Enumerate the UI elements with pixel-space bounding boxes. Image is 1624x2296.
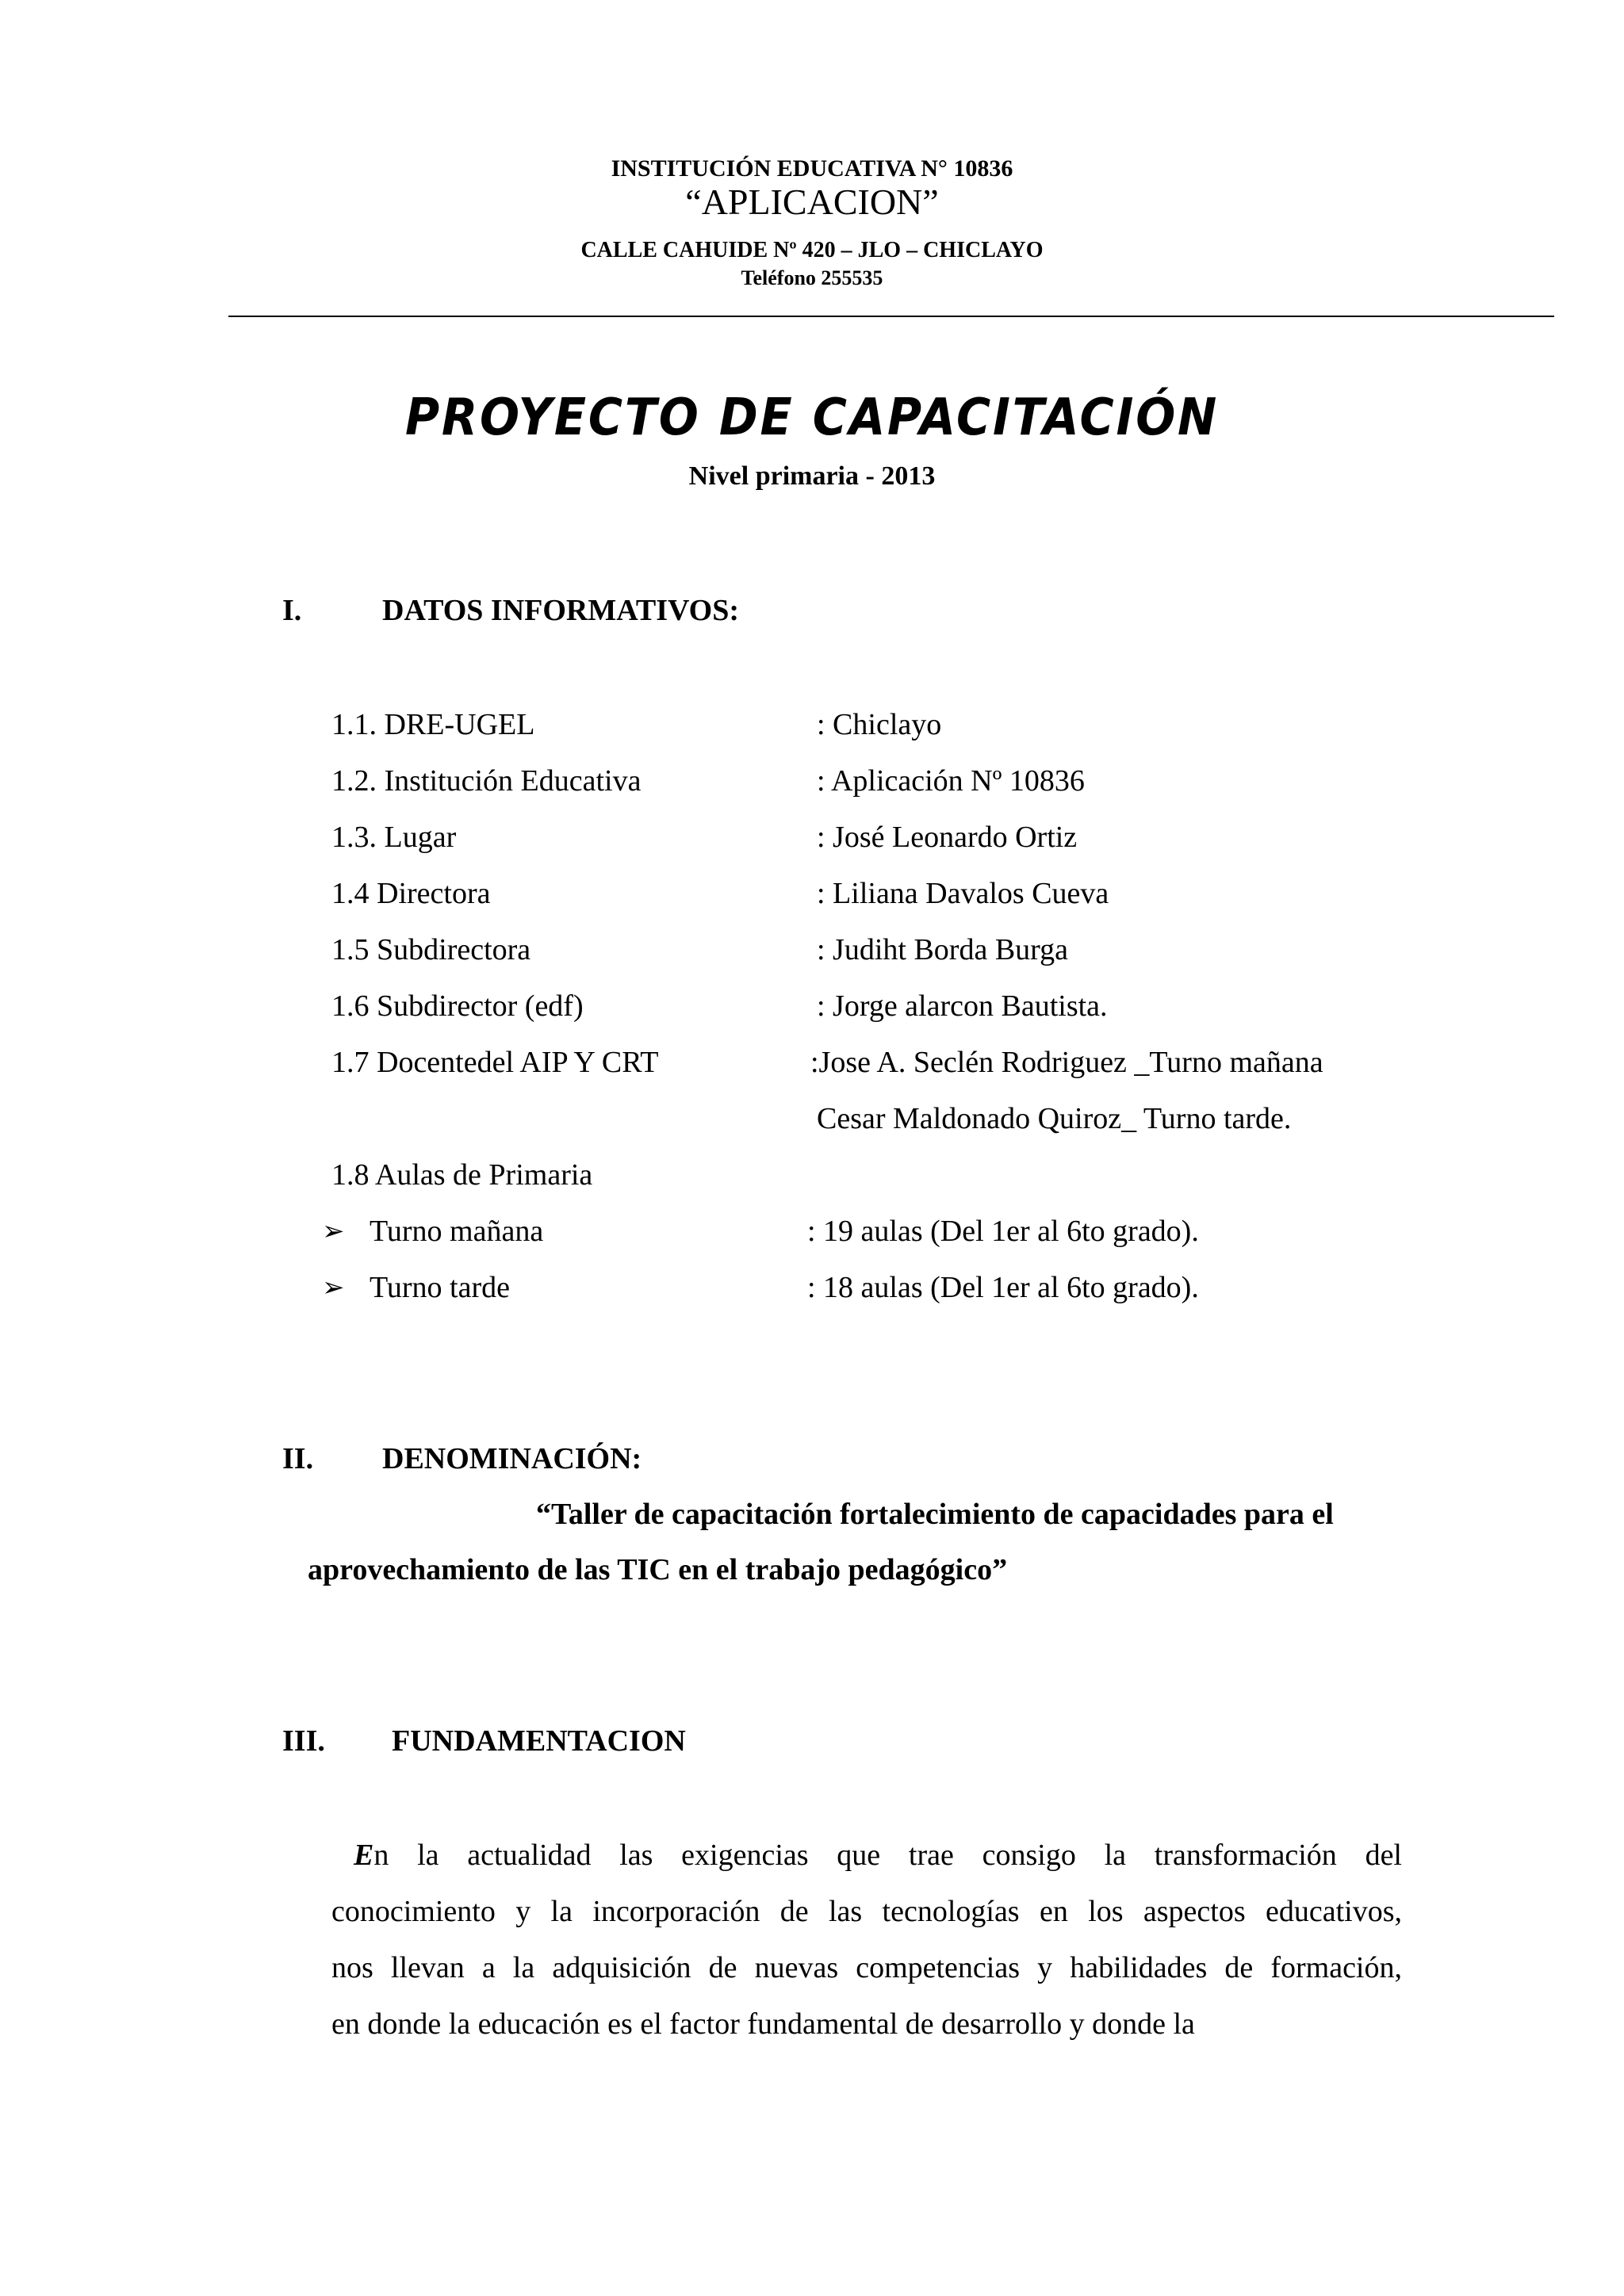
drop-letter: E bbox=[354, 1839, 374, 1872]
info-value-directora: : Liliana Davalos Cueva bbox=[817, 877, 1109, 910]
document-subtitle: Nivel primaria - 2013 bbox=[688, 461, 936, 491]
info-label-subdirectora: 1.5 Subdirectora bbox=[331, 933, 531, 966]
institution-name: INSTITUCIÓN EDUCATIVA N° 10836 bbox=[611, 155, 1013, 182]
info-label-docente: 1.7 Docentedel AIP Y CRT bbox=[331, 1046, 659, 1079]
bullet-value-manana: : 19 aulas (Del 1er al 6to grado). bbox=[807, 1215, 1199, 1248]
header-divider bbox=[228, 316, 1554, 317]
info-label-lugar: 1.3. Lugar bbox=[331, 821, 457, 854]
info-label-subdirector: 1.6 Subdirector (edf) bbox=[331, 989, 584, 1023]
document-title: PROYECTO DE CAPACITACIÓN bbox=[404, 388, 1220, 447]
info-value-institucion: : Aplicación Nº 10836 bbox=[817, 764, 1085, 798]
denomination-quote-line-2: aprovechamiento de las TIC en el trabajo pedagógico” bbox=[308, 1553, 1008, 1586]
info-value-lugar: : José Leonardo Ortiz bbox=[817, 821, 1078, 854]
paragraph-line-1 bbox=[354, 1838, 1402, 1873]
info-value-dre: : Chiclayo bbox=[817, 708, 942, 741]
info-value-subdirector: : Jorge alarcon Bautista. bbox=[817, 989, 1108, 1023]
paragraph-line-3: nos llevan a la adquisición de nuevas competencias y habilidades de formación, bbox=[331, 1951, 1402, 1984]
school-address: CALLE CAHUIDE Nº 420 – JLO – CHICLAYO bbox=[580, 238, 1044, 262]
info-label-institucion: 1.2. Institución Educativa bbox=[331, 764, 642, 798]
arrow-bullet-icon: ➢ bbox=[322, 1273, 345, 1303]
section-3-number: III. bbox=[282, 1724, 325, 1758]
bullet-value-tarde: : 18 aulas (Del 1er al 6to grado). bbox=[807, 1271, 1199, 1304]
denomination-quote-line-1: “Taller de capacitación fortalecimiento de capacidades para el bbox=[536, 1498, 1334, 1531]
info-value-subdirectora: : Judiht Borda Burga bbox=[817, 933, 1069, 966]
info-value-docente-cont: Cesar Maldonado Quiroz_ Turno tarde. bbox=[817, 1102, 1292, 1135]
paragraph-line-4: en donde la educación es el factor fundamental de desarrollo y donde la bbox=[331, 2007, 1195, 2041]
section-2-number: II. bbox=[282, 1442, 314, 1475]
section-2-title: DENOMINACIÓN: bbox=[382, 1442, 642, 1475]
info-label-directora: 1.4 Directora bbox=[331, 877, 491, 910]
bullet-label-tarde: Turno tarde bbox=[370, 1271, 510, 1304]
section-1-number: I. bbox=[282, 594, 302, 627]
info-label-dre: 1.1. DRE-UGEL bbox=[331, 708, 535, 741]
school-name: “APLICACION” bbox=[685, 182, 939, 222]
paragraph-line-2: conocimiento y la incorporación de las tecnologías en los aspectos educativos, bbox=[331, 1895, 1402, 1928]
section-3-title: FUNDAMENTACION bbox=[392, 1724, 686, 1758]
bullet-label-manana: Turno mañana bbox=[370, 1215, 544, 1248]
info-label-aulas: 1.8 Aulas de Primaria bbox=[331, 1158, 593, 1192]
arrow-bullet-icon: ➢ bbox=[322, 1217, 345, 1246]
section-1-title: DATOS INFORMATIVOS: bbox=[382, 594, 740, 627]
info-value-docente: :Jose A. Seclén Rodriguez _Turno mañana bbox=[810, 1046, 1323, 1079]
school-phone: Teléfono 255535 bbox=[741, 266, 883, 289]
paragraph-line-1-text: n la actualidad las exigencias que trae consigo la transformación del bbox=[373, 1839, 1402, 1872]
